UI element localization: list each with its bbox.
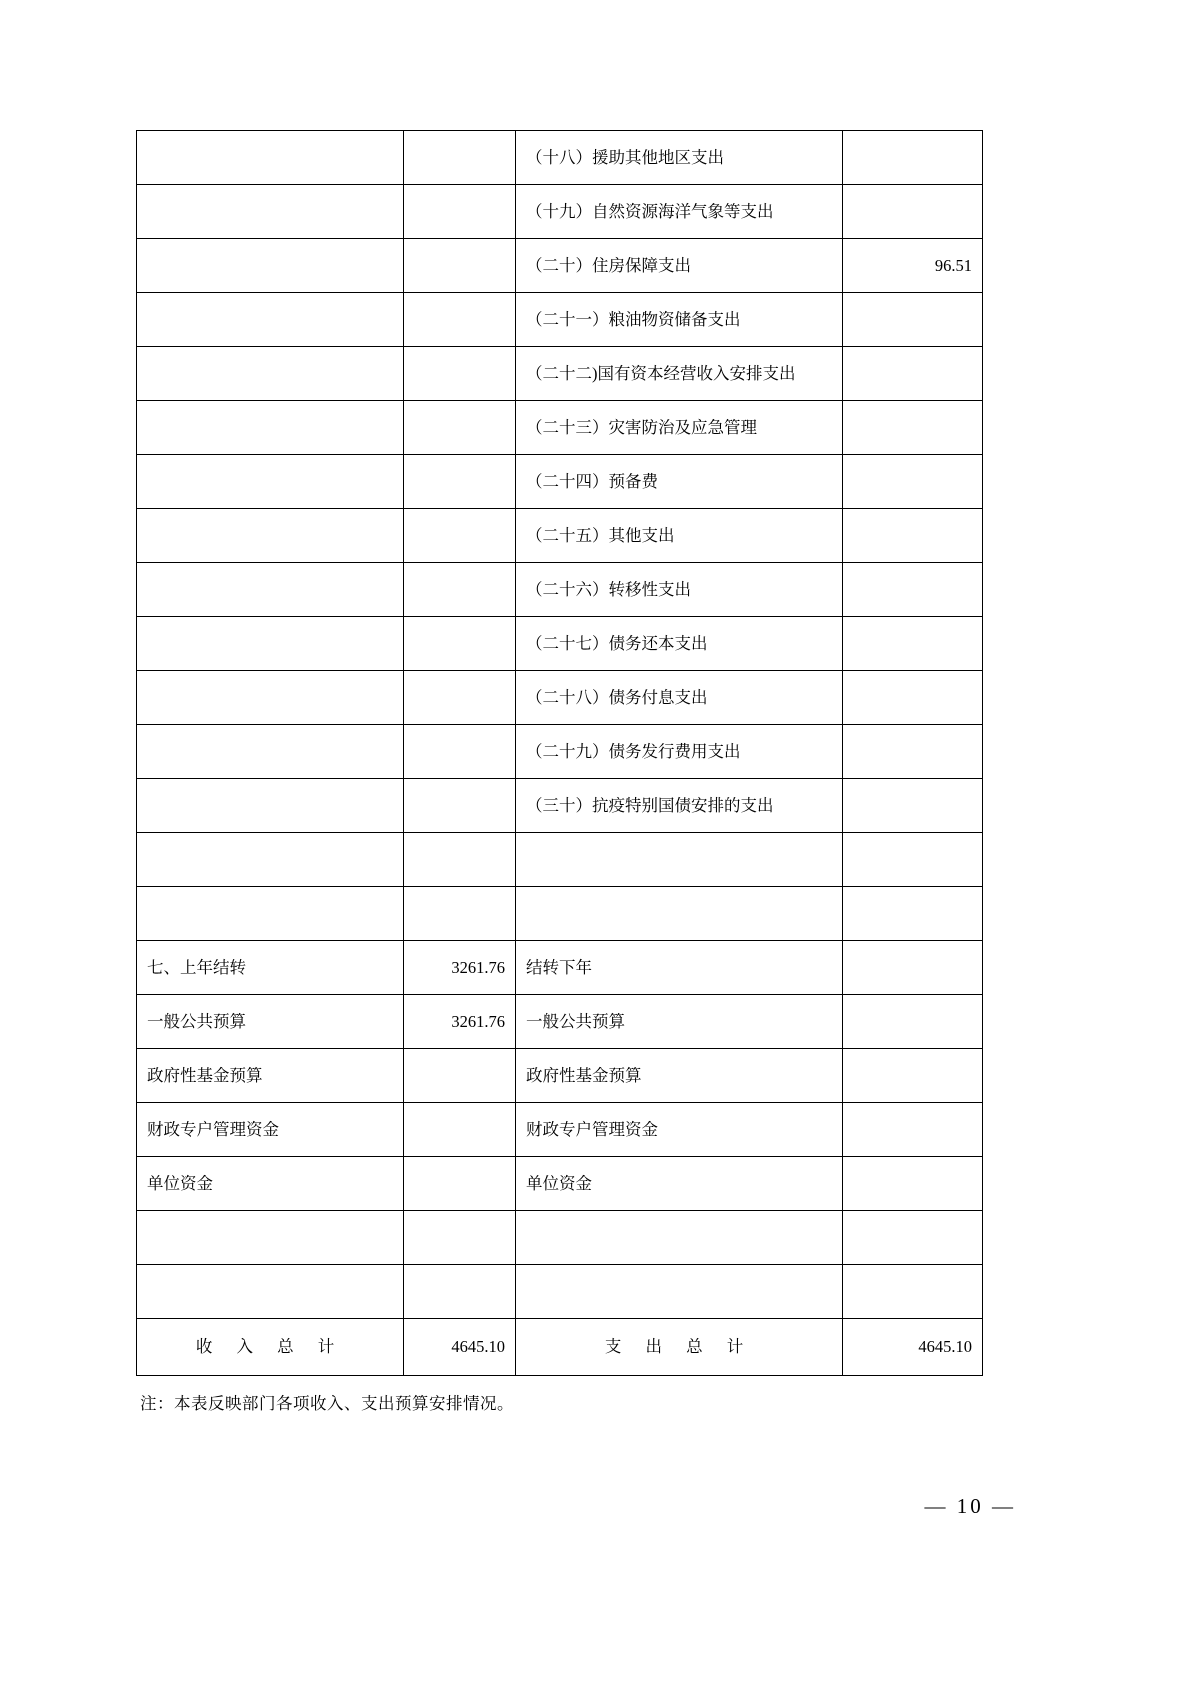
table-row [137, 563, 983, 617]
income-item-label [137, 131, 404, 185]
expenditure-item-label: （二十四）预备费 [516, 455, 843, 509]
income-item-value [404, 455, 516, 509]
expenditure-item-value [843, 455, 983, 509]
expenditure-item-value [843, 671, 983, 725]
expenditure-item-label [516, 1265, 843, 1319]
income-item-label [137, 833, 404, 887]
table-total-row [137, 1319, 983, 1376]
income-item-value [404, 293, 516, 347]
income-item-value [404, 725, 516, 779]
expenditure-total-label: 支 出 总 计 [516, 1319, 843, 1376]
expenditure-item-label: （十九）自然资源海洋气象等支出 [516, 185, 843, 239]
table-row [137, 995, 983, 1049]
table-row [137, 509, 983, 563]
income-item-value [404, 185, 516, 239]
income-item-value [404, 1103, 516, 1157]
income-total-label: 收 入 总 计 [137, 1319, 404, 1376]
expenditure-item-value [843, 563, 983, 617]
table-row [137, 1265, 983, 1319]
table-row [137, 1211, 983, 1265]
table-row [137, 1049, 983, 1103]
income-item-label [137, 1211, 404, 1265]
income-item-value [404, 1265, 516, 1319]
expenditure-item-label: （二十七）债务还本支出 [516, 617, 843, 671]
income-item-value: 3261.76 [404, 995, 516, 1049]
table-row [137, 1103, 983, 1157]
expenditure-total-value: 4645.10 [843, 1319, 983, 1376]
expenditure-item-value [843, 185, 983, 239]
table-row [137, 185, 983, 239]
expenditure-item-label: 结转下年 [516, 941, 843, 995]
expenditure-item-label: （二十八）债务付息支出 [516, 671, 843, 725]
income-item-label [137, 455, 404, 509]
income-item-value: 3261.76 [404, 941, 516, 995]
budget-table [136, 130, 983, 1376]
expenditure-item-value [843, 1049, 983, 1103]
income-item-label [137, 779, 404, 833]
income-item-label [137, 185, 404, 239]
table-row [137, 671, 983, 725]
income-item-label [137, 509, 404, 563]
table-row [137, 293, 983, 347]
income-item-label: 政府性基金预算 [137, 1049, 404, 1103]
income-item-value [404, 131, 516, 185]
expenditure-item-value [843, 941, 983, 995]
income-item-value [404, 347, 516, 401]
income-item-label [137, 401, 404, 455]
expenditure-item-value [843, 995, 983, 1049]
table-row [137, 887, 983, 941]
income-item-label [137, 563, 404, 617]
expenditure-item-label: （二十）住房保障支出 [516, 239, 843, 293]
income-item-label: 单位资金 [137, 1157, 404, 1211]
table-row [137, 455, 983, 509]
expenditure-item-value [843, 1157, 983, 1211]
table-row [137, 347, 983, 401]
expenditure-item-value [843, 779, 983, 833]
expenditure-item-value [843, 293, 983, 347]
table-row [137, 833, 983, 887]
expenditure-item-value [843, 347, 983, 401]
income-item-value [404, 833, 516, 887]
income-item-value [404, 1211, 516, 1265]
expenditure-item-label: 政府性基金预算 [516, 1049, 843, 1103]
income-item-value [404, 239, 516, 293]
income-item-label: 一般公共预算 [137, 995, 404, 1049]
table-row [137, 1157, 983, 1211]
income-item-label [137, 347, 404, 401]
income-item-label [137, 1265, 404, 1319]
table-row [137, 725, 983, 779]
expenditure-item-label: （二十三）灾害防治及应急管理 [516, 401, 843, 455]
expenditure-item-value [843, 725, 983, 779]
table-row [137, 941, 983, 995]
expenditure-item-value [843, 1211, 983, 1265]
income-item-value [404, 671, 516, 725]
expenditure-item-label: （二十一）粮油物资储备支出 [516, 293, 843, 347]
expenditure-item-label [516, 833, 843, 887]
income-item-value [404, 1049, 516, 1103]
income-item-label [137, 671, 404, 725]
income-item-label [137, 887, 404, 941]
expenditure-item-label: （二十二)国有资本经营收入安排支出 [516, 347, 843, 401]
expenditure-item-label: 财政专户管理资金 [516, 1103, 843, 1157]
table-note: 注：本表反映部门各项收入、支出预算安排情况。 [140, 1394, 514, 1413]
expenditure-item-value [843, 509, 983, 563]
page-number: — 10 — [924, 1494, 1016, 1518]
table-row [137, 239, 983, 293]
expenditure-item-value [843, 833, 983, 887]
income-item-value [404, 563, 516, 617]
expenditure-item-label: 单位资金 [516, 1157, 843, 1211]
income-item-value [404, 401, 516, 455]
expenditure-item-value: 96.51 [843, 239, 983, 293]
income-item-label [137, 239, 404, 293]
income-item-label [137, 725, 404, 779]
expenditure-item-value [843, 1103, 983, 1157]
table-body [137, 131, 983, 1376]
income-total-value: 4645.10 [404, 1319, 516, 1376]
expenditure-item-value [843, 617, 983, 671]
expenditure-item-label [516, 887, 843, 941]
expenditure-item-value [843, 1265, 983, 1319]
expenditure-item-label: （二十五）其他支出 [516, 509, 843, 563]
table-row [137, 617, 983, 671]
income-item-label: 七、上年结转 [137, 941, 404, 995]
expenditure-item-label: （十八）援助其他地区支出 [516, 131, 843, 185]
income-item-label: 财政专户管理资金 [137, 1103, 404, 1157]
income-item-label [137, 293, 404, 347]
expenditure-item-label: （三十）抗疫特别国债安排的支出 [516, 779, 843, 833]
expenditure-item-value [843, 887, 983, 941]
income-item-value [404, 779, 516, 833]
expenditure-item-label [516, 1211, 843, 1265]
income-item-value [404, 617, 516, 671]
income-item-value [404, 509, 516, 563]
expenditure-item-label: 一般公共预算 [516, 995, 843, 1049]
table-row [137, 401, 983, 455]
income-item-label [137, 617, 404, 671]
expenditure-item-value [843, 131, 983, 185]
table-row [137, 779, 983, 833]
income-item-value [404, 1157, 516, 1211]
table-row [137, 131, 983, 185]
income-item-value [404, 887, 516, 941]
expenditure-item-value [843, 401, 983, 455]
expenditure-item-label: （二十九）债务发行费用支出 [516, 725, 843, 779]
expenditure-item-label: （二十六）转移性支出 [516, 563, 843, 617]
